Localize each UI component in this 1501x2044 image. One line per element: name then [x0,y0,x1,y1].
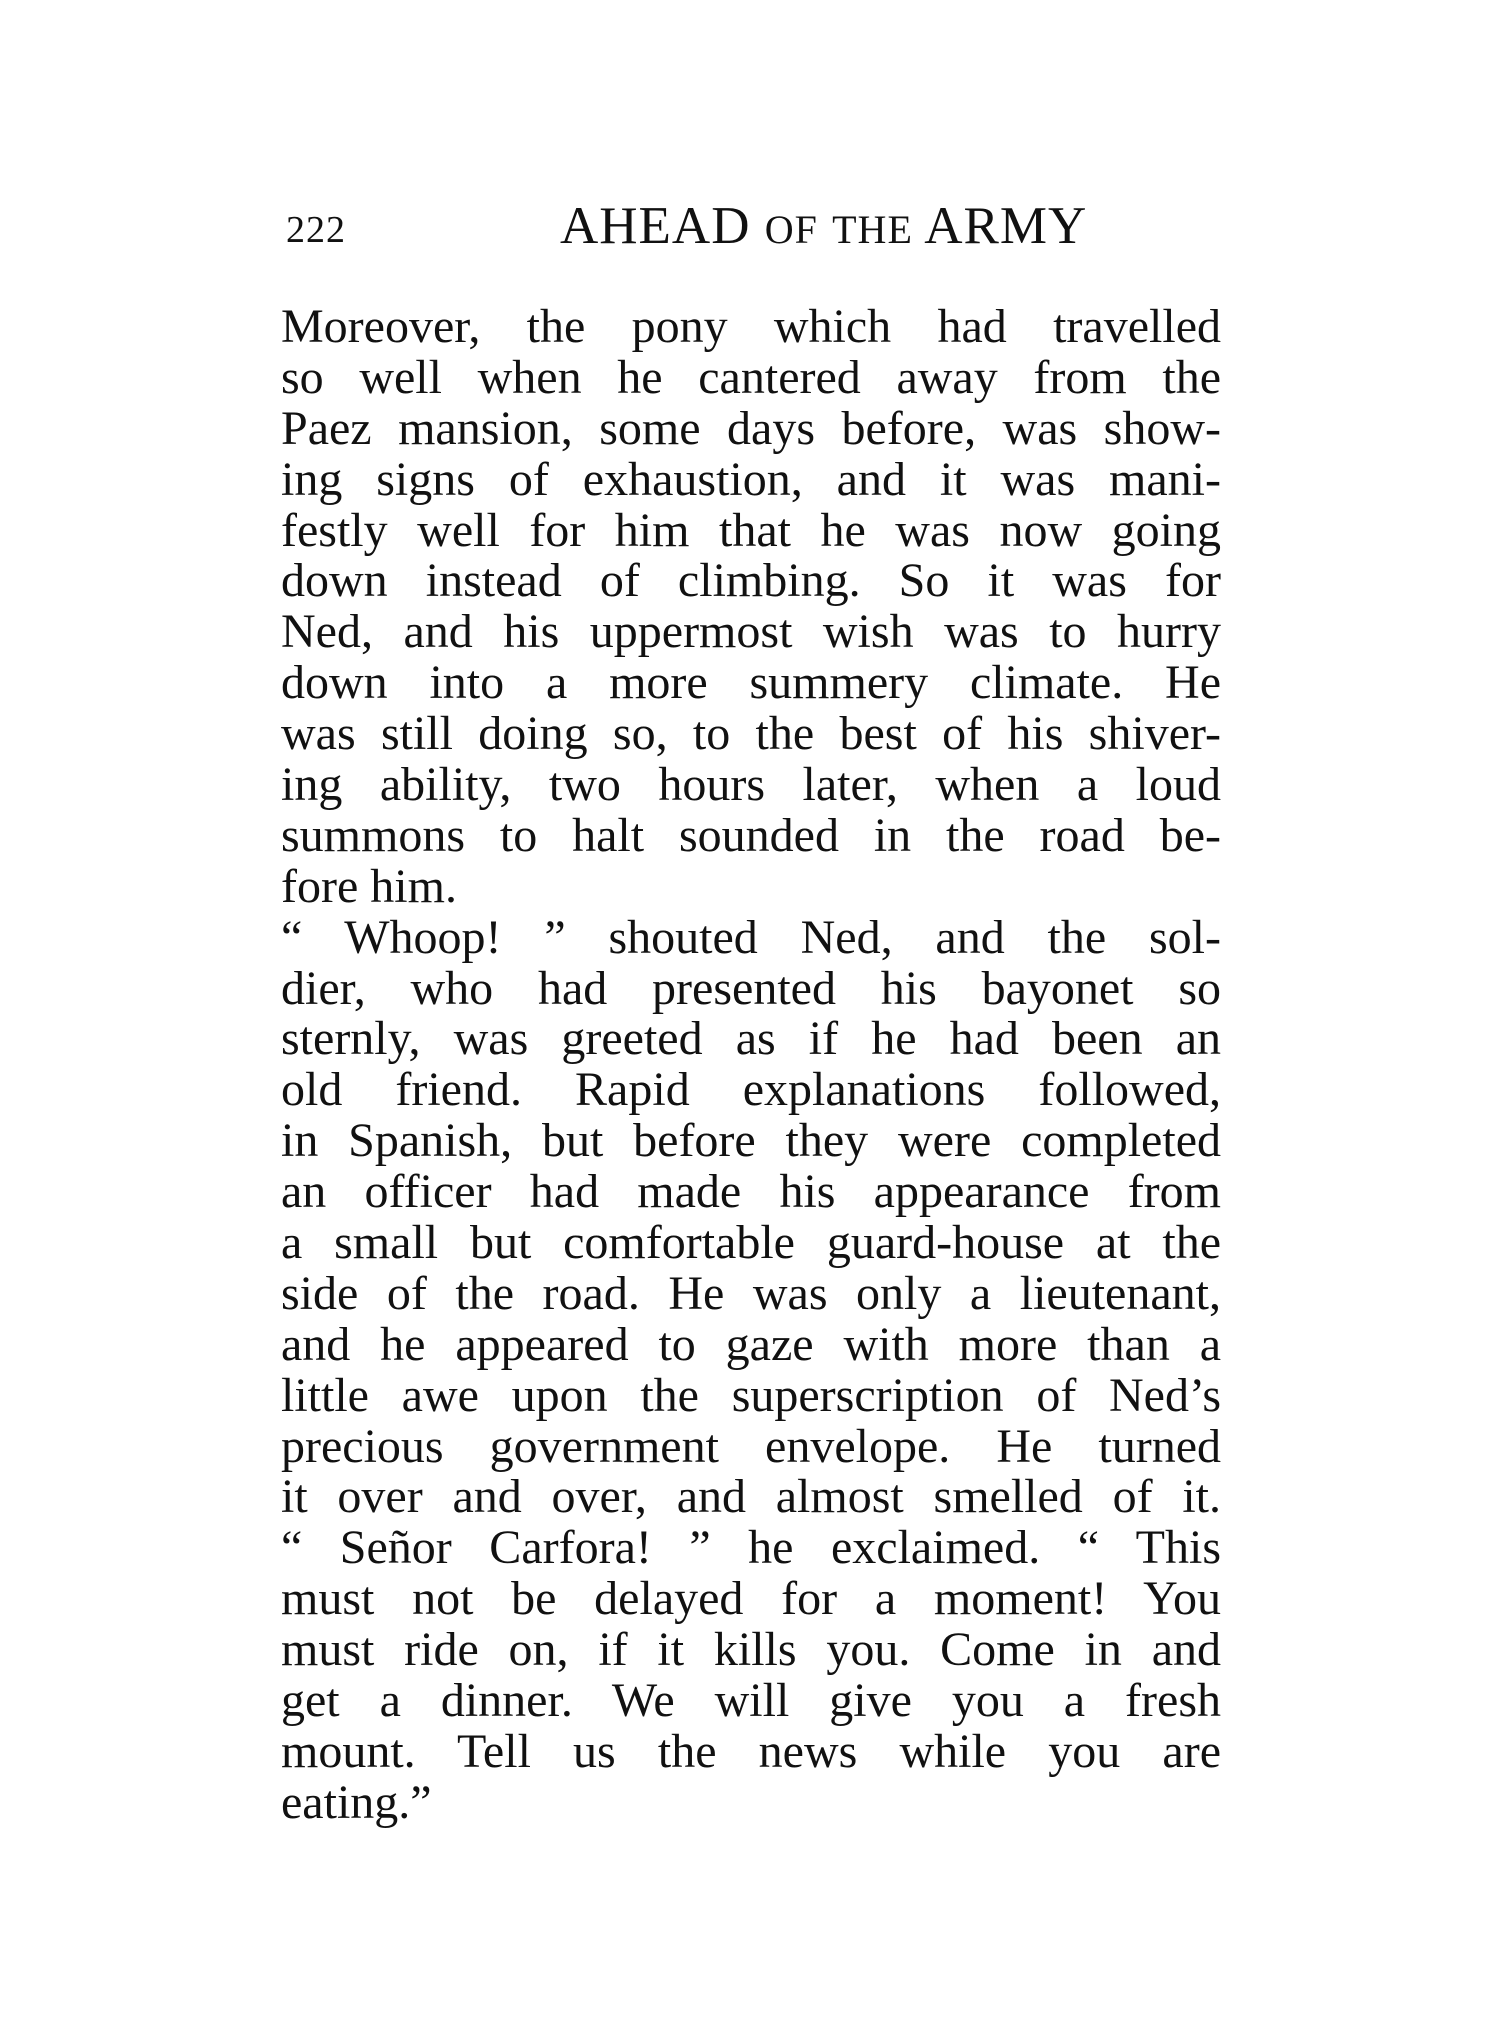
text-line: “ Whoop! ” shouted Ned, and the sol- [281,910,1221,964]
text-line: mount. Tell us the news while you are [281,1724,1221,1778]
running-head [560,196,1087,256]
running-head-word-army: ARMY [924,197,1088,255]
text-line: dier, who had presented his bayonet so [281,961,1221,1015]
running-head-word-ahead: AHEAD [560,197,751,255]
text-line: old friend. Rapid explanations followed, [281,1063,1221,1117]
text-line: Paez mansion, some days before, was show- [281,401,1221,455]
text-line: side of the road. He was only a lieutenant, [281,1266,1221,1320]
text-line: a small but comfortable guard-house at the [281,1216,1221,1270]
text-line: down instead of climbing. So it was for [281,554,1221,608]
text-line: must not be delayed for a moment! You [281,1572,1221,1626]
text-line: get a dinner. We will give you a fresh [281,1674,1221,1728]
text-line: an officer had made his appearance from [281,1165,1221,1219]
running-head-word-the: THE [832,207,913,252]
text-line: festly well for him that he was now going [281,503,1221,557]
text-line: ing ability, two hours later, when a loud [281,758,1221,812]
text-line: in Spanish, but before they were completed [281,1114,1221,1168]
text-line: and he appeared to gaze with more than a [281,1317,1221,1371]
running-head-word-of: OF [764,207,818,252]
text-line: eating.” [281,1775,432,1829]
text-line: summons to halt sounded in the road be- [281,808,1221,862]
text-line: precious government envelope. He turned [281,1419,1221,1473]
text-line: so well when he cantered away from the [281,350,1221,404]
text-line: it over and over, and almost smelled of it. [281,1470,1221,1524]
text-line: “ Señor Carfora! ” he exclaimed. “ This [281,1521,1221,1575]
text-line: Ned, and his uppermost wish was to hurry [281,605,1221,659]
text-line: down into a more summery climate. He [281,656,1221,710]
body-text [281,302,1221,1829]
text-line: ing signs of exhaustion, and it was mani- [281,452,1221,506]
text-line: must ride on, if it kills you. Come in and [281,1623,1221,1677]
text-line: little awe upon the superscription of Ned’s [281,1368,1221,1422]
text-line: Moreover, the pony which had travelled [281,300,1221,353]
text-line: was still doing so, to the best of his shiver- [281,707,1221,761]
text-line: sternly, was greeted as if he had been an [281,1012,1221,1066]
text-line: fore him. [281,859,457,913]
page-number: 222 [286,209,346,251]
